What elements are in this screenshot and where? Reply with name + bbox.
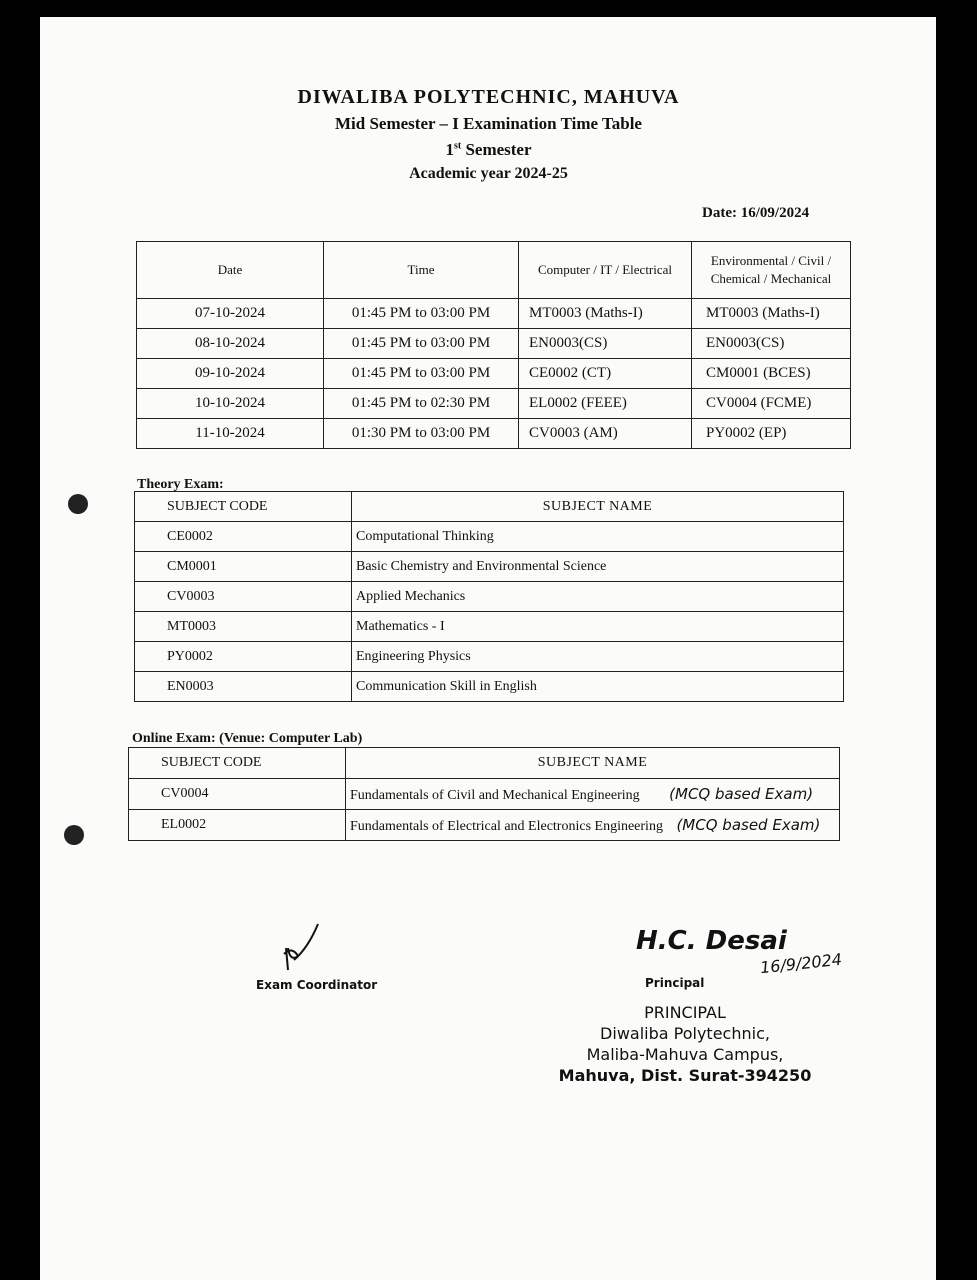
table-row	[135, 612, 844, 642]
cell-environmental: PY0002 (EP)	[692, 419, 851, 449]
column-header-date: Date	[137, 242, 324, 299]
cell-subject-code: CV0004	[129, 779, 346, 810]
table-row	[137, 389, 851, 419]
column-header-environmental: Environmental / Civil / Chemical / Mechanical	[692, 242, 851, 299]
cell-subject-name	[346, 779, 840, 810]
signature-date: 16/9/2024	[759, 949, 843, 978]
cell-computer: EL0002 (FEEE)	[519, 389, 692, 419]
column-header-subject-name: SUBJECT NAME	[346, 748, 840, 779]
column-header-subject-code: SUBJECT CODE	[135, 492, 352, 522]
cell-subject-name	[346, 810, 840, 841]
theory-exam-title: Theory Exam:	[137, 477, 224, 492]
stamp-line: Mahuva, Dist. Surat-394250	[558, 1066, 812, 1085]
table-row	[135, 642, 844, 672]
exam-timetable	[136, 241, 851, 449]
principal-label: Principal	[645, 976, 705, 990]
table-row	[135, 522, 844, 552]
cell-computer: CE0002 (CT)	[519, 359, 692, 389]
cell-date: 09-10-2024	[137, 359, 324, 389]
cell-subject-name: Mathematics - I	[352, 612, 844, 642]
semester: 1st Semester	[445, 140, 532, 159]
document-date: Date: 16/09/2024	[702, 205, 810, 221]
cell-date: 07-10-2024	[137, 299, 324, 329]
principal-stamp	[540, 1002, 830, 1086]
principal-signature: H.C. Desai	[636, 926, 787, 956]
handwritten-note: (MCQ based Exam)	[669, 784, 814, 803]
cell-subject-code: CM0001	[135, 552, 352, 582]
table-header-row	[129, 748, 840, 779]
cell-subject-name: Applied Mechanics	[352, 582, 844, 612]
coordinator-signature-icon	[278, 918, 328, 976]
academic-year: Academic year 2024-25	[409, 165, 568, 182]
cell-time: 01:45 PM to 03:00 PM	[324, 359, 519, 389]
table-row	[137, 419, 851, 449]
cell-subject-code: CV0003	[135, 582, 352, 612]
handwritten-note: (MCQ based Exam)	[676, 815, 821, 834]
online-exam-title: Online Exam: (Venue: Computer Lab)	[132, 731, 363, 746]
cell-subject-name: Computational Thinking	[352, 522, 844, 552]
cell-time: 01:45 PM to 02:30 PM	[324, 389, 519, 419]
table-row	[135, 672, 844, 702]
subject-name: Fundamentals of Civil and Mechanical Engineering	[350, 787, 640, 803]
cell-time: 01:30 PM to 03:00 PM	[324, 419, 519, 449]
column-header-computer: Computer / IT / Electrical	[519, 242, 692, 299]
cell-environmental: CV0004 (FCME)	[692, 389, 851, 419]
punch-hole-icon	[68, 494, 88, 514]
cell-environmental: CM0001 (BCES)	[692, 359, 851, 389]
table-header-row	[137, 242, 851, 299]
institute-name: DIWALIBA POLYTECHNIC, MAHUVA	[297, 86, 680, 108]
cell-environmental: EN0003(CS)	[692, 329, 851, 359]
online-exam-table	[128, 747, 840, 841]
table-row	[137, 359, 851, 389]
table-header-row	[135, 492, 844, 522]
table-row	[137, 329, 851, 359]
table-row	[129, 779, 840, 810]
cell-time: 01:45 PM to 03:00 PM	[324, 299, 519, 329]
column-header-subject-code: SUBJECT CODE	[129, 748, 346, 779]
cell-subject-code: MT0003	[135, 612, 352, 642]
cell-subject-code: EN0003	[135, 672, 352, 702]
table-row	[135, 552, 844, 582]
cell-computer: CV0003 (AM)	[519, 419, 692, 449]
cell-computer: EN0003(CS)	[519, 329, 692, 359]
cell-subject-name: Communication Skill in English	[352, 672, 844, 702]
column-header-subject-name: SUBJECT NAME	[352, 492, 844, 522]
cell-subject-code: CE0002	[135, 522, 352, 552]
cell-subject-name: Engineering Physics	[352, 642, 844, 672]
cell-computer: MT0003 (Maths-I)	[519, 299, 692, 329]
subject-name: Fundamentals of Electrical and Electronics Engineering	[350, 818, 663, 834]
table-row	[137, 299, 851, 329]
stamp-line: PRINCIPAL	[644, 1003, 726, 1022]
cell-date: 11-10-2024	[137, 419, 324, 449]
punch-hole-icon	[64, 825, 84, 845]
cell-date: 10-10-2024	[137, 389, 324, 419]
cell-subject-code: PY0002	[135, 642, 352, 672]
stamp-line: Maliba-Mahuva Campus,	[586, 1045, 784, 1064]
cell-date: 08-10-2024	[137, 329, 324, 359]
theory-exam-table	[134, 491, 844, 702]
stamp-line: Diwaliba Polytechnic,	[600, 1024, 770, 1043]
table-row	[129, 810, 840, 841]
exam-title: Mid Semester – I Examination Time Table	[335, 114, 642, 133]
exam-coordinator-label: Exam Coordinator	[256, 978, 378, 992]
cell-time: 01:45 PM to 03:00 PM	[324, 329, 519, 359]
table-row	[135, 582, 844, 612]
cell-environmental: MT0003 (Maths-I)	[692, 299, 851, 329]
column-header-time: Time	[324, 242, 519, 299]
cell-subject-code: EL0002	[129, 810, 346, 841]
cell-subject-name: Basic Chemistry and Environmental Science	[352, 552, 844, 582]
